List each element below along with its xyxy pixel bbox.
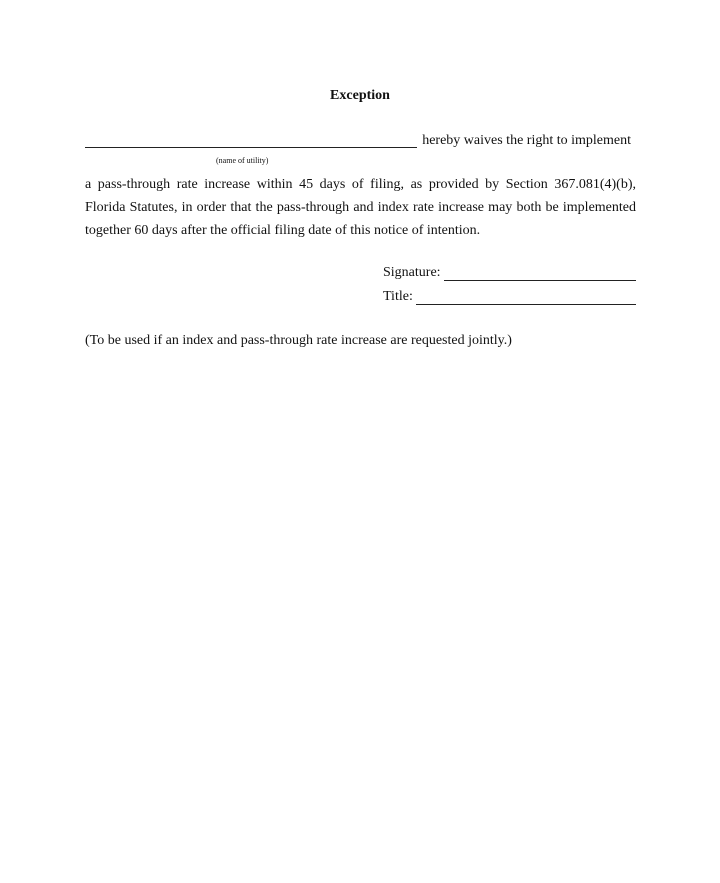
signature-line xyxy=(444,280,636,281)
waiver-paragraph xyxy=(85,173,636,242)
title-row xyxy=(383,289,636,309)
signature-row xyxy=(383,265,636,285)
paragraph-line: together 60 days after the official filing date of this notice of intention. xyxy=(85,223,481,238)
title-line xyxy=(416,304,636,305)
document-title: Exception xyxy=(330,88,390,103)
utility-name-blank xyxy=(85,147,417,148)
waiver-text: hereby waives the right to implement xyxy=(422,133,631,148)
blank-caption: (name of utility) xyxy=(216,156,269,165)
paragraph-line: a pass-through rate increase within 45 days of filing, as provided by Section 367.081(4)(b), xyxy=(85,177,636,192)
paragraph-line: Florida Statutes, in order that the pass-through and index rate increase may both be implemented xyxy=(85,200,636,215)
waiver-statement xyxy=(85,133,636,153)
signature-label: Signature: xyxy=(383,265,441,280)
usage-note: (To be used if an index and pass-through rate increase are requested jointly.) xyxy=(85,333,512,348)
title-label: Title: xyxy=(383,289,413,304)
